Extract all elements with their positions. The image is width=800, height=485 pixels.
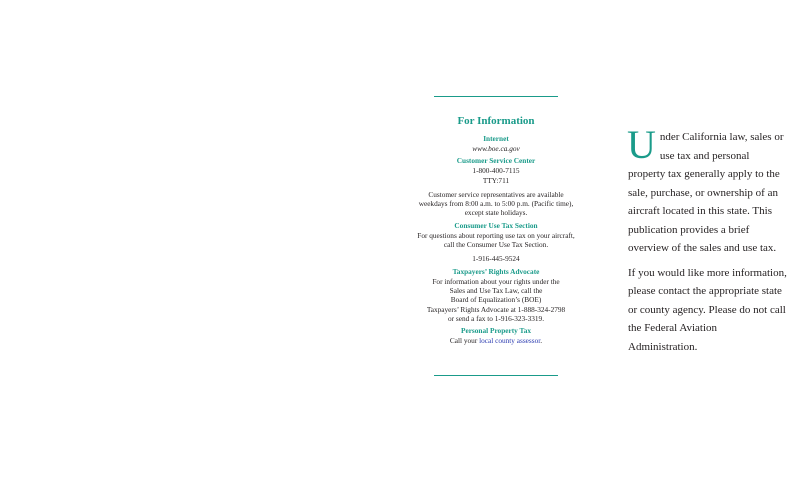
consumer-use-tax-heading: Consumer Use Tax Section [454,220,538,230]
personal-property-tax-heading: Personal Property Tax [461,326,531,336]
consumer-use-tax-text: For questions about reporting use tax on your aircraft, call the Consumer Use Tax Section. [417,230,575,250]
taxpayers-rights-text: For information about your rights under the Sales and Use Tax Law, call the Board of Equalization’s (BOE) Taxpayers’ Rights Advocate at 1-888-324-2798 or send a fax to 1-916-323-3319. [426,276,566,323]
intro-paragraph-2: If you would like more information, please contact the appropriate state or county agency. Please do not call the Federal Aviation Administration. [628,266,787,353]
personal-property-tax-text [416,336,576,345]
bottom-divider [434,375,558,376]
top-divider [434,96,558,97]
drop-cap: U [627,122,656,167]
local-county-assessor-link[interactable]: local county assessor [479,336,541,346]
ppt-prefix: Call your [449,336,480,346]
intro-paragraph-1 [627,122,788,258]
taxpayers-rights-heading: Taxpayers’ Rights Advocate [452,266,540,276]
intro-paragraph-1-text: nder California law, sales or use tax and personal property tax generally apply to the sale, purchase, or ownership of an aircraft located in this state. This publication provides a brief overview of the sales and use tax. [628,131,784,254]
intro-panel [627,122,788,356]
customer-service-heading: Customer Service Center [456,156,536,166]
info-title: For Information [457,115,535,127]
info-content [416,115,576,345]
customer-service-hours: Customer service representatives are available weekdays from 8:00 a.m. to 5:00 p.m. (Pacific time), except state holidays. [418,189,574,218]
ppt-suffix: . [540,336,543,346]
internet-url[interactable]: www.boe.ca.gov [472,144,520,153]
for-information-panel [416,0,576,485]
consumer-use-tax-phone: 1-916-445-9524 [472,254,520,264]
internet-heading: Internet [483,134,509,143]
customer-service-phone: 1-800-400-7115 [472,166,520,176]
customer-service-tty: TTY:711 [482,175,510,185]
